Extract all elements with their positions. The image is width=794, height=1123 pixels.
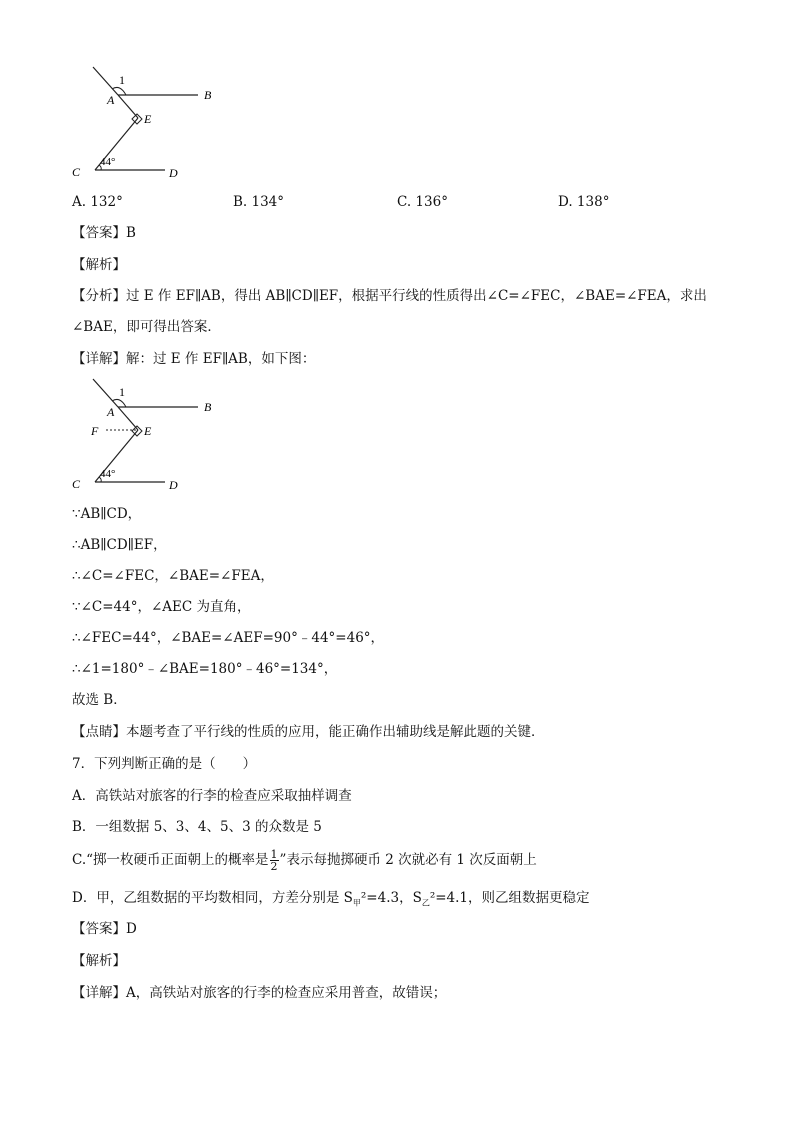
option-d: D. 138° xyxy=(558,194,610,210)
q6-step-4: ∵∠C=44°，∠AEC 为直角， xyxy=(72,599,251,615)
q6-step-7: 故选 B． xyxy=(72,692,127,708)
fig1-angle-label: 44° xyxy=(100,156,116,168)
fig1-label-B: B xyxy=(204,88,212,102)
q7-answer: 【答案】D xyxy=(72,921,137,937)
fraction-denominator: 2 xyxy=(270,860,278,873)
fig1-label-D: D xyxy=(169,166,178,180)
fig2-label-B: B xyxy=(204,400,212,414)
option-b: B. 134° xyxy=(233,194,285,210)
q6-step-3: ∴∠C=∠FEC，∠BAE=∠FEA， xyxy=(72,568,274,584)
fig2-label-1: 1 xyxy=(119,385,125,399)
q6-jiexi: 【解析】 xyxy=(72,257,126,273)
q7-option-b: B．一组数据 5、3、4、5、3 的众数是 5 xyxy=(72,819,322,835)
q7-option-c-post: ”表示每抛掷硬币 2 次就必有 1 次反面朝上 xyxy=(279,852,537,868)
figure-parallel-lines-1 xyxy=(64,64,294,184)
fig1-label-A: A xyxy=(107,93,115,107)
q7-option-d-mid: ²=4.3，S xyxy=(360,890,422,906)
fig2-angle-label: 44° xyxy=(100,468,116,480)
fig2-label-C: C xyxy=(72,477,81,491)
fraction-numerator: 1 xyxy=(270,848,278,861)
subscript-yi: 乙 xyxy=(421,898,430,908)
fig1-label-1: 1 xyxy=(119,73,125,87)
q6-step-6: ∴∠1=180°﹣∠BAE=180°﹣46°=134°， xyxy=(72,661,338,677)
q6-detail-intro: 【详解】解：过 E 作 EF∥AB，如下图： xyxy=(72,351,316,367)
q6-analysis-line1: 【分析】过 E 作 EF∥AB，得出 AB∥CD∥EF，根据平行线的性质得出∠C=∠FEC，∠BAE=∠FEA，求出 xyxy=(72,288,707,304)
q7-jiexi: 【解析】 xyxy=(72,953,126,969)
q7-option-d xyxy=(72,889,590,913)
fig2-label-F: F xyxy=(91,424,99,438)
q6-step-1: ∵AB∥CD， xyxy=(72,506,142,522)
figure-parallel-lines-2 xyxy=(64,376,294,496)
q7-stem: 7．下列判断正确的是（ ） xyxy=(72,756,257,772)
q7-option-d-pre: D．甲，乙组数据的平均数相同，方差分别是 S xyxy=(72,890,353,906)
q7-option-c xyxy=(72,849,537,872)
q7-option-c-pre: C.“掷一枚硬币正面朝上的概率是 xyxy=(72,852,269,868)
fig1-label-C: C xyxy=(72,165,81,179)
q6-answer: 【答案】B xyxy=(72,225,136,241)
q7-detail: 【详解】A，高铁站对旅客的行李的检查应采用普查，故错误； xyxy=(72,985,447,1001)
q7-option-d-post: ²=4.1，则乙组数据更稳定 xyxy=(429,890,590,906)
q6-step-5: ∴∠FEC=44°，∠BAE=∠AEF=90°﹣44°=46°， xyxy=(72,630,385,646)
fig2-label-D: D xyxy=(169,478,178,492)
fraction-one-half xyxy=(270,849,279,872)
q6-step-2: ∴AB∥CD∥EF， xyxy=(72,537,167,553)
q7-option-a: A．高铁站对旅客的行李的检查应采取抽样调查 xyxy=(72,788,352,804)
option-a: A. 132° xyxy=(72,194,123,210)
subscript-jia: 甲 xyxy=(352,898,361,908)
q6-comment: 【点睛】本题考查了平行线的性质的应用，能正确作出辅助线是解此题的关键． xyxy=(72,724,545,740)
option-c: C. 136° xyxy=(397,194,448,210)
fig1-label-E: E xyxy=(144,112,152,126)
fig2-label-A: A xyxy=(107,405,115,419)
q6-analysis-line2: ∠BAE，即可得出答案． xyxy=(72,319,221,335)
fig2-label-E: E xyxy=(144,424,152,438)
